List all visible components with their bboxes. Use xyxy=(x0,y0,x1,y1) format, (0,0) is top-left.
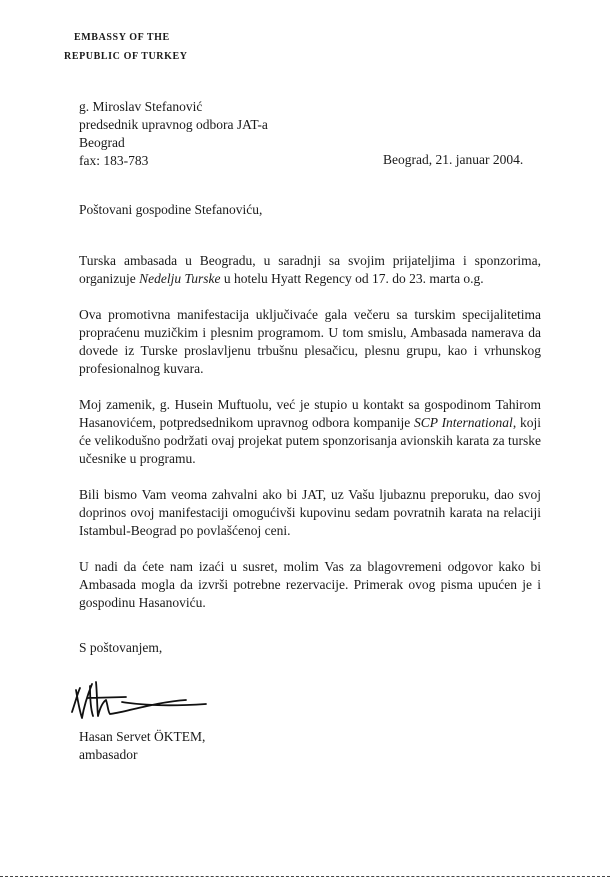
closing: S poštovanjem, xyxy=(79,640,163,655)
paragraph-3-text-b: , koji će velikodušno podržati ovaj projekat putem sponzorisanja avionskih karata za turske učesnike u programu. xyxy=(79,415,541,466)
recipient-position: predsednik upravnog odbora JAT-a xyxy=(79,117,268,132)
paragraph-3-text-a: Moj zamenik, g. Husein Muftuolu, već je stupio u kontakt sa gospodinom Tahirom Hasanovićem, potpredsednikom upravnog odbora kompanije xyxy=(79,397,541,430)
recipient-name: g. Miroslav Stefanović xyxy=(79,99,203,114)
signer-block xyxy=(79,728,205,764)
paragraph-1 xyxy=(79,252,541,288)
recipient-city: Beograd xyxy=(79,135,125,150)
paragraph-2: Ova promotivna manifestacija uključivaće gala večeru sa turskim specijalitetima propraćenu muzičkim i plesnim programom. U tom smislu, Ambasada namerava da dovede iz Turske proslavljenu trbušnu plesačicu, plesnu grupu, kao i vrhunskog profesionalnog kuvara. xyxy=(79,307,541,376)
letterhead-line-2: REPUBLIC OF TURKEY xyxy=(64,51,188,62)
paragraph-5: U nadi da ćete nam izaći u susret, molim Vas za blagovremeni odgovor kako bi Ambasada mogla da izvrši potrebne rezervacije. Primerak ovog pisma upućen je i gospodinu Hasanoviću. xyxy=(79,559,541,610)
recipient-address xyxy=(79,98,268,170)
paragraph-1-text-a: Turska ambasada u Beogradu, u saradnji sa svojim prijateljima i sponzorima, organizuje xyxy=(79,253,541,286)
letterhead xyxy=(64,28,188,66)
signer-name: Hasan Servet ÖKTEM, xyxy=(79,729,206,744)
letterhead-line-1: EMBASSY OF THE xyxy=(74,32,170,43)
letter-date: Beograd, 21. januar 2004. xyxy=(383,152,524,167)
paragraph-3 xyxy=(79,396,541,468)
paragraph-1-text-b: u hotelu Hyatt Regency od 17. do 23. marta o.g. xyxy=(220,271,484,286)
company-name: SCP International xyxy=(414,415,513,430)
event-name: Nedelju Turske xyxy=(139,271,221,286)
signer-title: ambasador xyxy=(79,747,138,762)
page-edge-divider xyxy=(0,876,610,877)
handwritten-signature xyxy=(66,672,216,732)
paragraph-4: Bili bismo Vam veoma zahvalni ako bi JAT, uz Vašu ljubaznu preporuku, dao svoj doprinos ovoj manifestaciji omogućivši kupovinu sedam povratnih karata na relaciji Istambul-Beograd po povlašćenoj ceni. xyxy=(79,487,541,538)
letter-body xyxy=(79,252,541,630)
salutation: Poštovani gospodine Stefanoviću, xyxy=(79,202,263,217)
recipient-fax: fax: 183-783 xyxy=(79,153,149,168)
